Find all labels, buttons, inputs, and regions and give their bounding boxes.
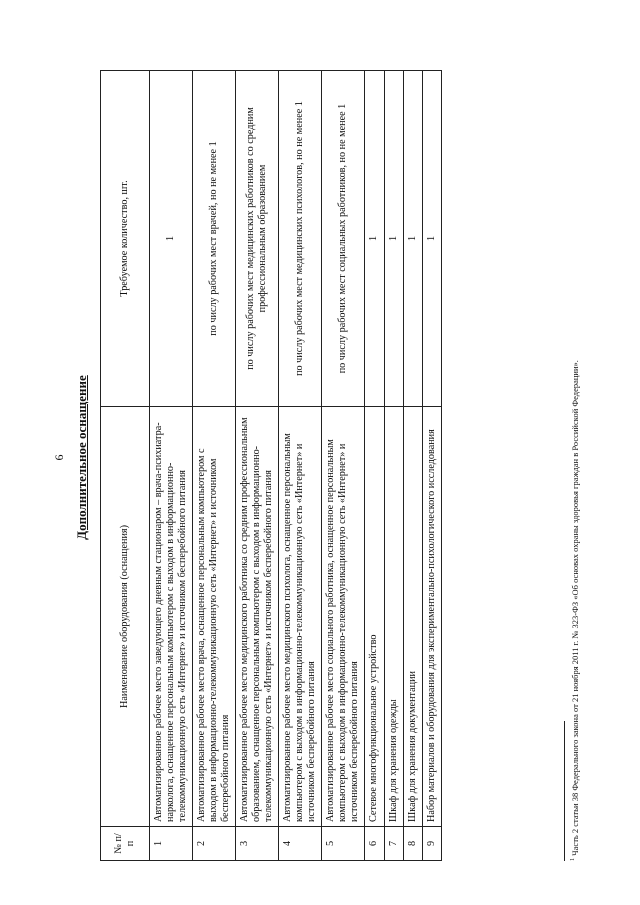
row-name: Сетевое многофункциональное устройство (365, 407, 384, 827)
row-qty: по числу рабочих мест медицинских психологов, но не менее 1 (279, 71, 322, 407)
header-num: № п/п (101, 827, 150, 861)
row-num: 3 (236, 827, 279, 861)
row-qty: по числу рабочих мест социальных работников, но не менее 1 (322, 71, 365, 407)
row-num: 5 (322, 827, 365, 861)
row-name: Автоматизированное рабочее место заведующего дневным стационаром – врача-психиатра-нарколога, оснащенное персональным компьютером с выходом в информационно-телекоммуникационную сеть «Интернет» и источником бесперебойного питания (150, 407, 193, 827)
row-name: Автоматизированное рабочее место медицинского психолога, оснащенное персональным компьютером с выходом в информационно-телекоммуникационную сеть «Интернет» и источником бесперебойного питания (279, 407, 322, 827)
table-row (365, 71, 384, 861)
page-number: 6 (52, 454, 66, 461)
row-name: Набор материалов и оборудования для экспериментально-психологического исследования (422, 407, 441, 827)
table-row (384, 71, 403, 861)
rotated-page-content (50, 40, 610, 875)
row-num: 4 (279, 827, 322, 861)
table-row (193, 71, 236, 861)
row-name: Автоматизированное рабочее место социального работника, оснащенное персональным компьютером с выходом в информационно-телекоммуникационную сеть «Интернет» и источником бесперебойного питания (322, 407, 365, 827)
row-name: Шкаф для хранения одежды (384, 407, 403, 827)
header-qty: Требуемое количество, шт. (101, 71, 150, 407)
row-qty: 1 (365, 71, 384, 407)
table-row (279, 71, 322, 861)
table-row (236, 71, 279, 861)
row-name: Автоматизированное рабочее место медицинского работника со средним профессиональным образованием, оснащенное персональным компьютером с выходом в информационно-телекоммуникационную сеть «Интернет» и источником бесперебойного питания (236, 407, 279, 827)
header-name: Наименование оборудования (оснащения) (101, 407, 150, 827)
row-qty: по числу рабочих мест врачей, но не менее 1 (193, 71, 236, 407)
table-header-row (101, 71, 150, 861)
row-qty: 1 (150, 71, 193, 407)
section-title: Дополнительное оснащение (74, 375, 89, 540)
row-num: 1 (150, 827, 193, 861)
row-num: 9 (422, 827, 441, 861)
row-name: Автоматизированное рабочее место врача, оснащенное персональным компьютером с выходом в информационно-телекоммуникационную сеть «Интернет» и источником бесперебойного питания (193, 407, 236, 827)
table-row (403, 71, 422, 861)
row-num: 7 (384, 827, 403, 861)
row-num: 6 (365, 827, 384, 861)
row-num: 2 (193, 827, 236, 861)
table-row (422, 71, 441, 861)
row-qty: 1 (422, 71, 441, 407)
footnote-text: Часть 2 статьи 38 Федерального закона от 21 ноября 2011 г. № 323-ФЗ «Об основах охраны здоровья граждан в Российской Федерации». (570, 360, 580, 856)
row-name: Шкаф для хранения документации (403, 407, 422, 827)
row-qty: по числу рабочих мест медицинских работников со средним профессиональным образованием (236, 71, 279, 407)
row-num: 8 (403, 827, 422, 861)
equipment-table (100, 70, 442, 861)
footnote-marker: 1 (570, 858, 577, 861)
footnote-divider (564, 721, 565, 861)
table-row (150, 71, 193, 861)
footnote (570, 71, 580, 861)
row-qty: 1 (384, 71, 403, 407)
row-qty: 1 (403, 71, 422, 407)
table-row (322, 71, 365, 861)
